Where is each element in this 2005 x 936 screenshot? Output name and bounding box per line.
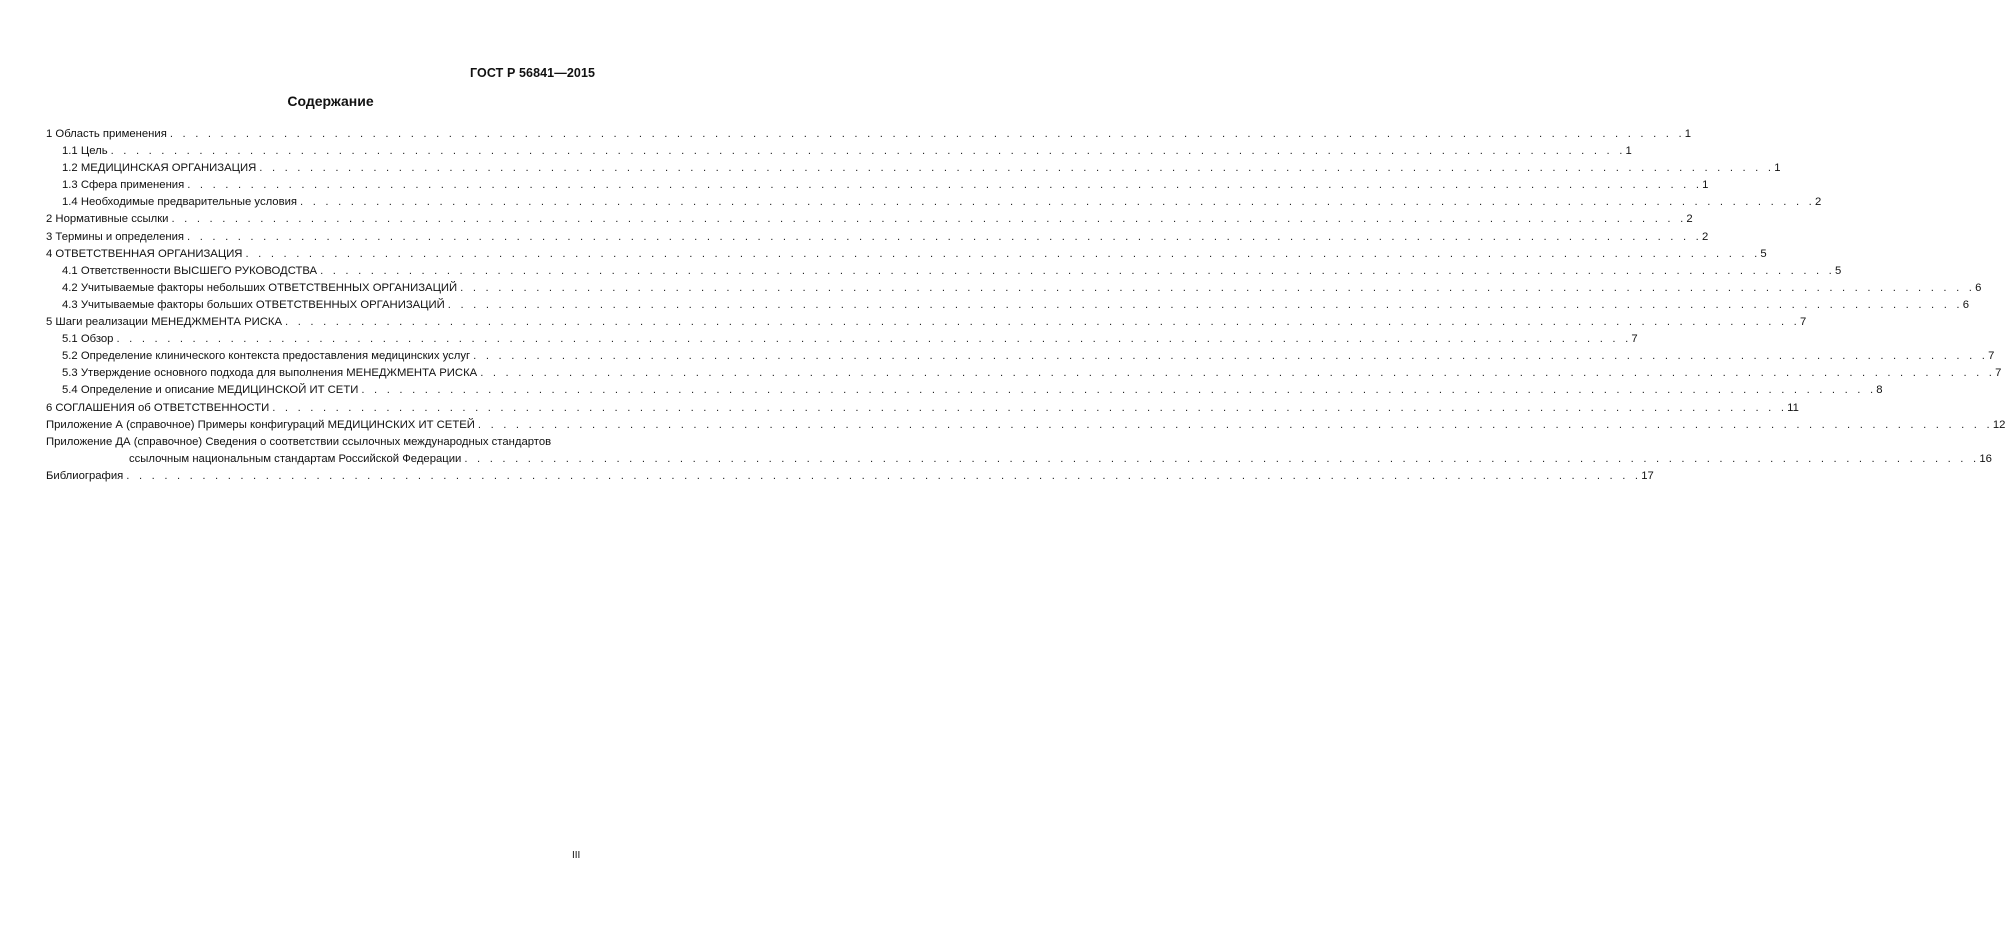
toc-entry[interactable] [46, 143, 1632, 160]
dot-leader: . . . . . . . . . . . . . . . . . . . . . . . . . . . . . . . . . . . . . . . . . . . . . . . . . . . . . . . . . . . . . . . . . . . . . . . . . . . . . . . . . . . . . . . . . . . . . . . . . . . . . . . . . . . . . . . . . . . . . . . . [110, 145, 1626, 158]
dot-leader: . . . . . . . . . . . . . . . . . . . . . . . . . . . . . . . . . . . . . . . . . . . . . . . . . . . . . . . . . . . . . . . . . . . . . . . . . . . . . . . . . . . . . . . . . . . . . . . . . . . . . . . . . . . . . . . . . . . . . . . . [187, 230, 1702, 243]
toc-entry-label: 4.1 Ответственности ВЫСШЕГО РУКОВОДСТВА [62, 264, 318, 277]
toc-entry-page: 2 [1701, 230, 1709, 243]
toc-entry-label: 1.1 Цель [62, 145, 108, 158]
toc-entry-label: Библиография [46, 469, 124, 482]
toc-entry-label: 5.2 Определение клинического контекста предоставления медицинских услуг [62, 350, 471, 363]
dot-leader: . . . . . . . . . . . . . . . . . . . . . . . . . . . . . . . . . . . . . . . . . . . . . . . . . . . . . . . . . . . . . . . . . . . . . . . . . . . . . . . . . . . . . . . . . . . . . . . . . . . . . . . . . . . . . . . . . . . . . . . . [272, 401, 1788, 414]
toc-entry[interactable] [46, 246, 1767, 263]
dot-leader: . . . . . . . . . . . . . . . . . . . . . . . . . . . . . . . . . . . . . . . . . . . . . . . . . . . . . . . . . . . . . . . . . . . . . . . . . . . . . . . . . . . . . . . . . . . . . . . . . . . . . . . . . . . . . . . . . . . . . . . . [169, 128, 1685, 140]
toc-entry-page: 16 [1979, 452, 1992, 465]
toc-entry[interactable] [46, 211, 1693, 228]
dot-leader: . . . . . . . . . . . . . . . . . . . . . . . . . . . . . . . . . . . . . . . . . . . . . . . . . . . . . . . . . . . . . . . . . . . . . . . . . . . . . . . . . . . . . . . . . . . . . . . . . . . . . . . . . . . . . . . . . . . . . . . . [126, 469, 1642, 482]
toc-entry-page: 7 [1631, 333, 1638, 346]
toc-entry[interactable] [46, 314, 1807, 331]
toc-entry-page: 17 [1641, 469, 1654, 482]
dot-leader: . . . . . . . . . . . . . . . . . . . . . . . . . . . . . . . . . . . . . . . . . . . . . . . . . . . . . . . . . . . . . . . . . . . . . . . . . . . . . . . . . . . . . . . . . . . . . . . . . . . . . . . . . . . . . . . . . . . . . . . . [300, 196, 1815, 209]
toc-entry-label-continued: ссылочным национальным стандартам Российской Федерации [129, 452, 462, 465]
toc-entry-label: 5.1 Обзор [62, 333, 114, 346]
dot-leader: . . . . . . . . . . . . . . . . . . . . . . . . . . . . . . . . . . . . . . . . . . . . . . . . . . . . . . . . . . . . . . . . . . . . . . . . . . . . . . . . . . . . . . . . . . . . . . . . . . . . . . . . . . . . . . . . . . . . . . . . [171, 213, 1687, 226]
toc-entry-appendix-da[interactable] [46, 434, 1992, 468]
dot-leader: . . . . . . . . . . . . . . . . . . . . . . . . . . . . . . . . . . . . . . . . . . . . . . . . . . . . . . . . . . . . . . . . . . . . . . . . . . . . . . . . . . . . . . . . . . . . . . . . . . . . . . . . . . . . . . . . . . . . . . . . [285, 316, 1800, 329]
toc-entry-page: 2 [1814, 196, 1822, 209]
toc-entry-label: 5 Шаги реализации МЕНЕДЖМЕНТА РИСКА [46, 316, 283, 329]
toc-entry[interactable] [46, 365, 2002, 382]
toc-entry-label: 2 Нормативные ссылки [46, 213, 169, 226]
toc-entry[interactable] [46, 417, 2005, 434]
dot-leader: . . . . . . . . . . . . . . . . . . . . . . . . . . . . . . . . . . . . . . . . . . . . . . . . . . . . . . . . . . . . . . . . . . . . . . . . . . . . . . . . . . . . . . . . . . . . . . . . . . . . . . . . . . . . . . . . . . . . . . . . [447, 298, 1963, 311]
toc-entry-page: 1 [1702, 179, 1709, 192]
toc-entry-label: 3 Термины и определения [46, 230, 185, 243]
toc-entry-page: 6 [1962, 298, 1970, 311]
dot-leader: . . . . . . . . . . . . . . . . . . . . . . . . . . . . . . . . . . . . . . . . . . . . . . . . . . . . . . . . . . . . . . . . . . . . . . . . . . . . . . . . . . . . . . . . . . . . . . . . . . . . . . . . . . . . . . . . . . . . . . . . [245, 247, 1761, 260]
dot-leader: . . . . . . . . . . . . . . . . . . . . . . . . . . . . . . . . . . . . . . . . . . . . . . . . . . . . . . . . . . . . . . . . . . . . . . . . . . . . . . . . . . . . . . . . . . . . . . . . . . . . . . . . . . . . . . . . . . . . . . . . [320, 264, 1836, 277]
toc-entry[interactable] [46, 177, 1709, 194]
toc-entry-label: 4.2 Учитываемые факторы небольших ОТВЕТСТВЕННЫХ ОРГАНИЗАЦИЙ [62, 281, 458, 294]
toc-entry-page: 5 [1760, 247, 1767, 260]
toc-entry-page: 5 [1835, 264, 1842, 277]
dot-leader: . . . . . . . . . . . . . . . . . . . . . . . . . . . . . . . . . . . . . . . . . . . . . . . . . . . . . . . . . . . . . . . . . . . . . . . . . . . . . . . . . . . . . . . . . . . . . . . . . . . . . . . . . . . . . . . . . . . . . . . . [473, 350, 1989, 363]
toc-entry-page: 2 [1686, 213, 1693, 226]
toc-entry-label: 5.4 Определение и описание МЕДИЦИНСКОЙ ИТ СЕТИ [62, 384, 359, 397]
toc-entry-page: 8 [1876, 384, 1883, 397]
document-code: ГОСТ Р 56841—2015 [470, 66, 596, 80]
toc-entry-page: 1 [1625, 145, 1632, 158]
toc-entry-label: 1.3 Сфера применения [62, 179, 185, 192]
dot-leader: . . . . . . . . . . . . . . . . . . . . . . . . . . . . . . . . . . . . . . . . . . . . . . . . . . . . . . . . . . . . . . . . . . . . . . . . . . . . . . . . . . . . . . . . . . . . . . . . . . . . . . . . . . . . . . . . . . . . . . . . [361, 384, 1877, 397]
dot-leader: . . . . . . . . . . . . . . . . . . . . . . . . . . . . . . . . . . . . . . . . . . . . . . . . . . . . . . . . . . . . . . . . . . . . . . . . . . . . . . . . . . . . . . . . . . . . . . . . . . . . . . . . . . . . . . . . . . . . . . . . [187, 179, 1703, 192]
toc-entry[interactable] [46, 194, 1822, 211]
toc-entry-page: 7 [1988, 350, 1995, 363]
toc-entry-label: 1.2 МЕДИЦИНСКАЯ ОРГАНИЗАЦИЯ [62, 162, 257, 175]
toc-entry-label: 1 Область применения [46, 128, 167, 140]
dot-leader: . . . . . . . . . . . . . . . . . . . . . . . . . . . . . . . . . . . . . . . . . . . . . . . . . . . . . . . . . . . . . . . . . . . . . . . . . . . . . . . . . . . . . . . . . . . . . . . . . . . . . . . . . . . . . . . . . . . . . . . . [477, 418, 1993, 431]
toc-entry[interactable] [46, 331, 1638, 348]
toc-entry-label: Приложение ДА (справочное) Сведения о соответствии ссылочных международных стандартов [46, 435, 552, 448]
toc-entry[interactable] [46, 263, 1842, 280]
dot-leader: . . . . . . . . . . . . . . . . . . . . . . . . . . . . . . . . . . . . . . . . . . . . . . . . . . . . . . . . . . . . . . . . . . . . . . . . . . . . . . . . . . . . . . . . . . . . . . . . . . . . . . . . . . . . . . . . . . . . . . . . [464, 452, 1980, 465]
page-number: III [572, 850, 581, 861]
toc-entry[interactable] [46, 280, 1982, 297]
toc-entry-page: 11 [1787, 401, 1799, 414]
toc-title: Содержание [287, 93, 374, 109]
toc-entry[interactable] [46, 126, 1692, 143]
dot-leader: . . . . . . . . . . . . . . . . . . . . . . . . . . . . . . . . . . . . . . . . . . . . . . . . . . . . . . . . . . . . . . . . . . . . . . . . . . . . . . . . . . . . . . . . . . . . . . . . . . . . . . . . . . . . . . . . . . . . . . . . [116, 333, 1632, 346]
toc-entry-label: 6 СОГЛАШЕНИЯ об ОТВЕТСТВЕННОСТИ [46, 401, 270, 414]
toc-entry-label: 4 ОТВЕТСТВЕННАЯ ОРГАНИЗАЦИЯ [46, 247, 243, 260]
toc-entry-label: 4.3 Учитываемые факторы больших ОТВЕТСТВЕННЫХ ОРГАНИЗАЦИЙ [62, 298, 445, 311]
toc-entry-label: Приложение А (справочное) Примеры конфигураций МЕДИЦИНСКИХ ИТ СЕТЕЙ [46, 418, 475, 431]
toc-entry-page: 6 [1975, 281, 1982, 294]
toc-entry-page: 7 [1799, 316, 1807, 329]
toc-entry[interactable] [46, 160, 1781, 177]
toc-entry-page: 12 [1992, 418, 2005, 431]
toc-entry-page: 1 [1684, 128, 1692, 140]
toc-entry-page: 1 [1774, 162, 1781, 175]
toc-entry-page: 7 [1995, 367, 2002, 380]
toc-entry[interactable] [46, 297, 1970, 314]
dot-leader: . . . . . . . . . . . . . . . . . . . . . . . . . . . . . . . . . . . . . . . . . . . . . . . . . . . . . . . . . . . . . . . . . . . . . . . . . . . . . . . . . . . . . . . . . . . . . . . . . . . . . . . . . . . . . . . . . . . . . . . . [480, 367, 1996, 380]
toc-entry[interactable] [46, 348, 1995, 365]
dot-leader: . . . . . . . . . . . . . . . . . . . . . . . . . . . . . . . . . . . . . . . . . . . . . . . . . . . . . . . . . . . . . . . . . . . . . . . . . . . . . . . . . . . . . . . . . . . . . . . . . . . . . . . . . . . . . . . . . . . . . . . . [460, 281, 1976, 294]
dot-leader: . . . . . . . . . . . . . . . . . . . . . . . . . . . . . . . . . . . . . . . . . . . . . . . . . . . . . . . . . . . . . . . . . . . . . . . . . . . . . . . . . . . . . . . . . . . . . . . . . . . . . . . . . . . . . . . . . . . . . . . . [259, 162, 1775, 175]
toc-entry-label: 5.3 Утверждение основного подхода для выполнения МЕНЕДЖМЕНТА РИСКА [62, 367, 478, 380]
toc-entry-label: 1.4 Необходимые предварительные условия [62, 196, 298, 209]
table-of-contents [46, 126, 2005, 485]
toc-entry[interactable] [46, 468, 1654, 485]
toc-entry[interactable] [46, 382, 1883, 399]
toc-entry[interactable] [46, 400, 1799, 417]
toc-entry[interactable] [46, 229, 1709, 246]
